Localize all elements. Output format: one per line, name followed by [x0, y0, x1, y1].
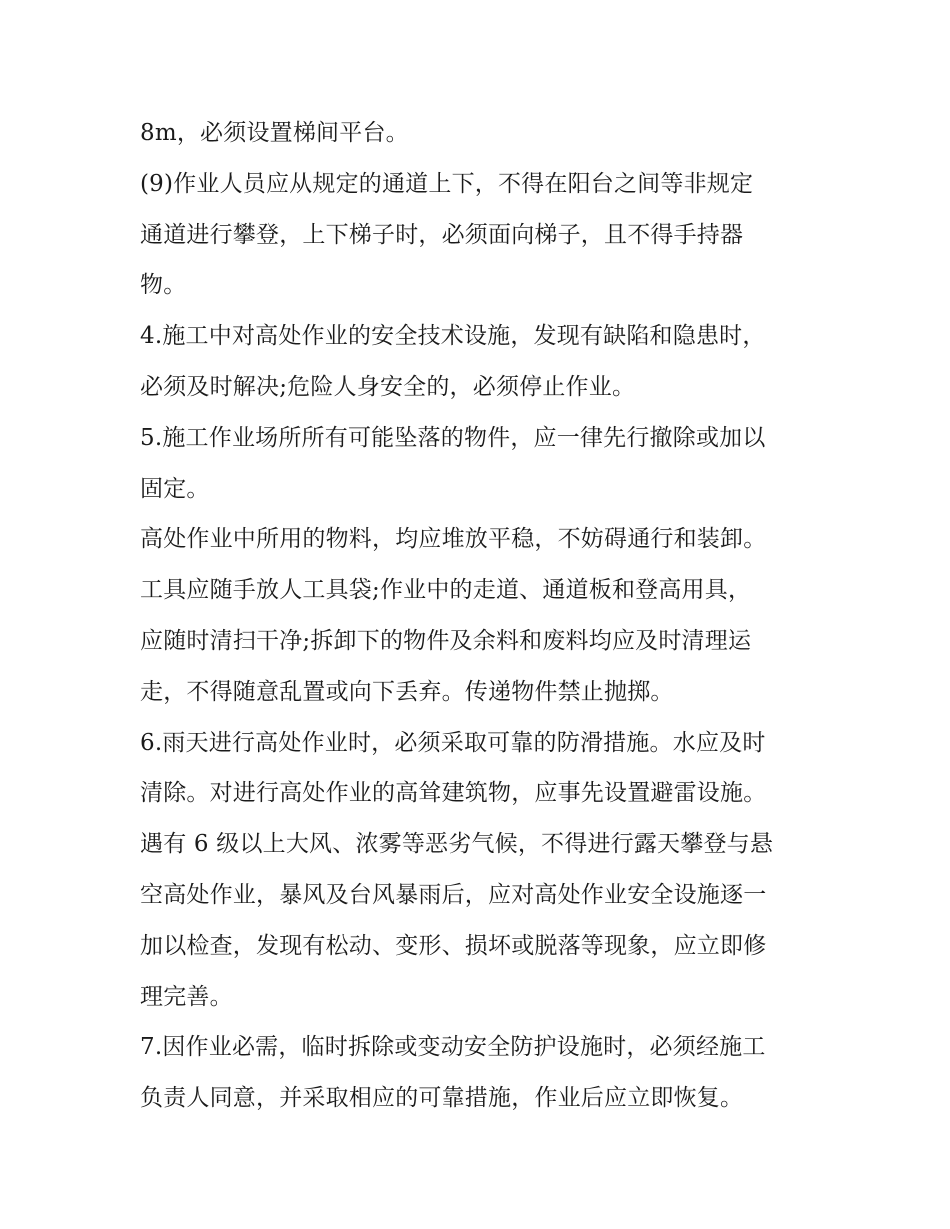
- text-line: 工具应随手放人工具袋;作业中的走道、通道板和登高用具，: [140, 577, 752, 604]
- text-line: 固定。: [140, 475, 210, 502]
- text-line: 走，不得随意乱置或向下丢弃。传递物件禁止抛掷。: [140, 678, 674, 705]
- text-line: (9)作业人员应从规定的通道上下，不得在阳台之间等非规定: [140, 170, 754, 197]
- text-line: 负责人同意，并采取相应的可靠措施，作业后应立即恢复。: [140, 1085, 744, 1112]
- text-line: 通道进行攀登，上下梯子时，必须面向梯子，且不得手持器: [140, 221, 744, 248]
- text-line: 5.施工作业场所所有可能坠落的物件，应一律先行撤除或加以: [140, 424, 766, 451]
- text-line: 8m，必须设置梯间平台。: [140, 120, 409, 146]
- text-line: 加以检查，发现有松动、变形、损坏或脱落等现象，应立即修: [140, 932, 767, 959]
- text-line: 物。: [140, 272, 187, 299]
- text-line: 清除。对进行高处作业的高耸建筑物，应事先设置避雷设施。: [140, 780, 767, 807]
- text-line: 空高处作业，暴风及台风暴雨后，应对高处作业安全设施逐一: [140, 881, 767, 908]
- text-line: 7.因作业必需，临时拆除或变动安全防护设施时，必须经施工: [140, 1034, 766, 1061]
- text-line: 理完善。: [140, 983, 233, 1010]
- document-body: [140, 108, 820, 1124]
- text-line: 4.施工中对高处作业的安全技术设施，发现有缺陷和隐患时，: [140, 323, 766, 350]
- text-line: 必须及时解决;危险人身安全的，必须停止作业。: [140, 373, 636, 400]
- text-line: 应随时清扫干净;拆卸下的物件及余料和废料均应及时清理运: [140, 627, 752, 654]
- text-line: 高处作业中所用的物料，均应堆放平稳，不妨碍通行和装卸。: [140, 526, 767, 553]
- text-line: 6.雨天进行高处作业时，必须采取可靠的防滑措施。水应及时: [140, 729, 766, 756]
- text-line: 遇有 6 级以上大风、浓雾等恶劣气候，不得进行露天攀登与悬: [140, 831, 774, 858]
